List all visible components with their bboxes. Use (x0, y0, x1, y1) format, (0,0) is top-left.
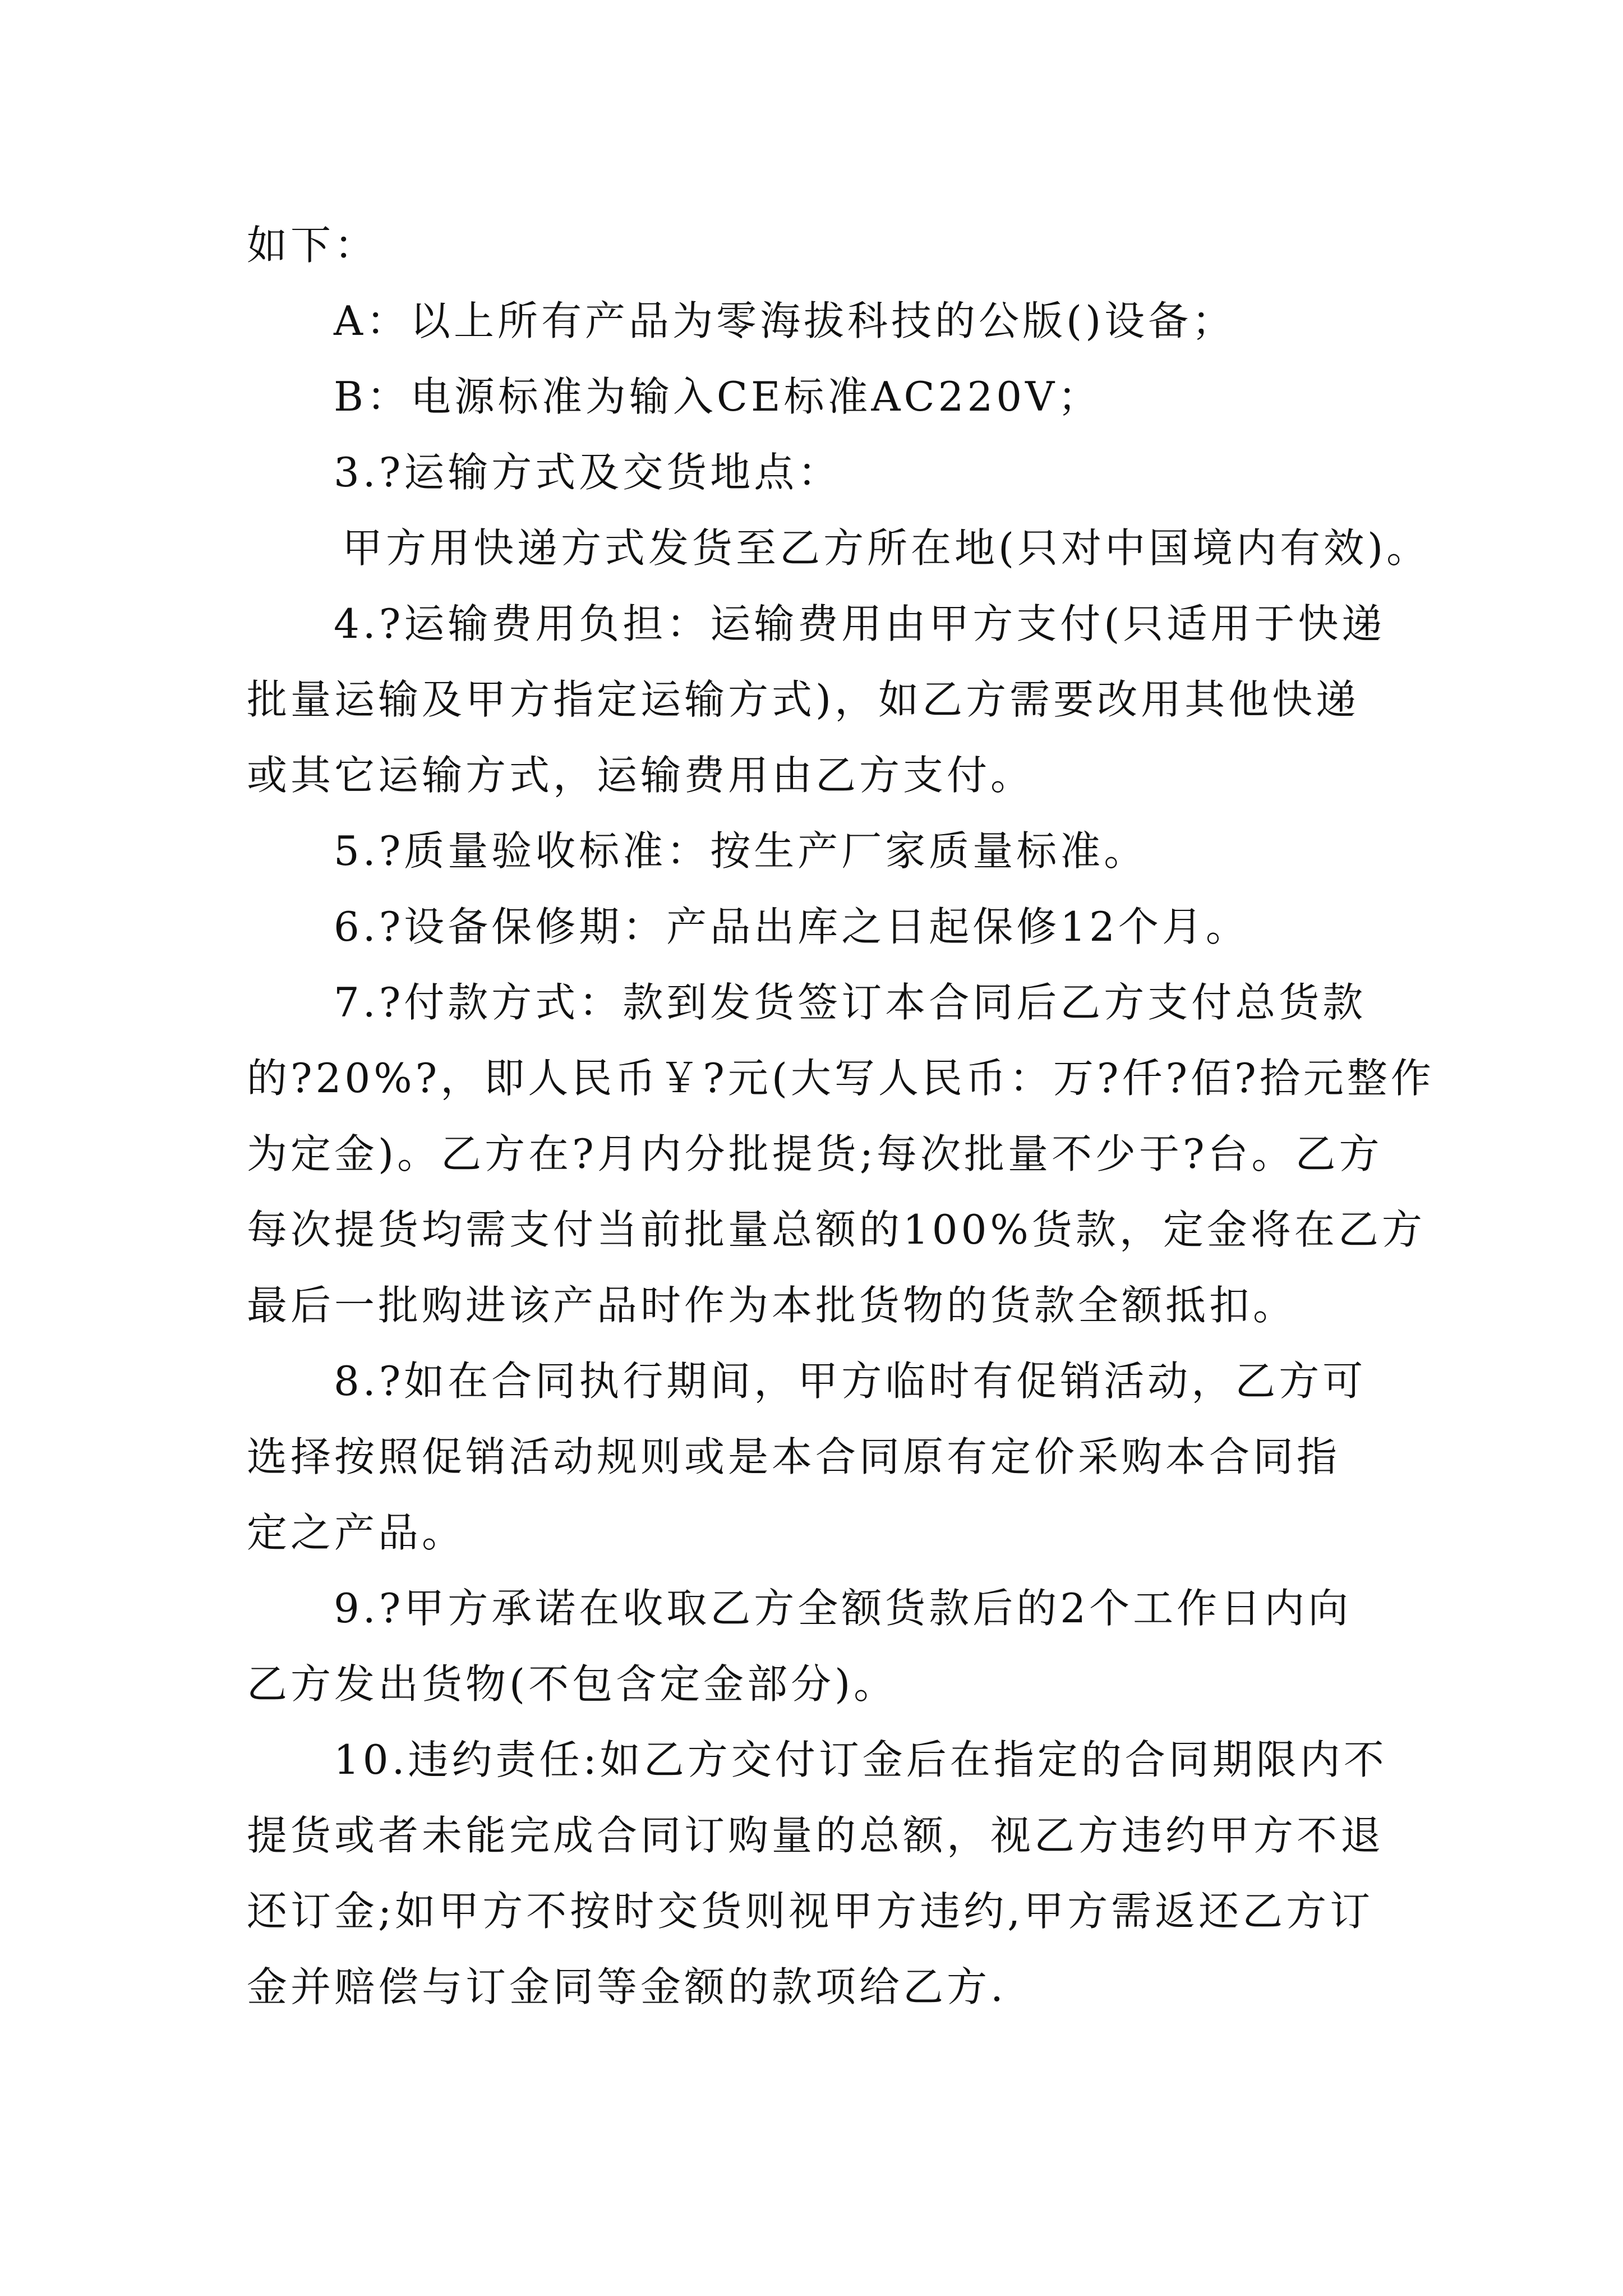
text-line: 如下： (247, 222, 379, 269)
text-line: A：以上所有产品为零海拔科技的公版()设备； (334, 297, 1236, 344)
text-line: 乙方发出货物(不包含定金部分)。 (247, 1660, 898, 1708)
text-line: 甲方用快递方式发货至乙方所在地(只对中国境内有效)。 (342, 524, 1431, 572)
text-line: 提货或者未能完成合同订购量的总额，视乙方违约甲方不退 (247, 1812, 1385, 1859)
text-line: B：电源标准为输入CE标准AC220V； (334, 373, 1102, 420)
text-line: 的?20%?，即人民币￥?元(大写人民币：万?仟?佰?拾元整作 (247, 1055, 1435, 1102)
text-line: 3.?运输方式及交货地点： (334, 449, 842, 496)
text-line: 9.?甲方承诺在收取乙方全额货款后的2个工作日内向 (334, 1585, 1352, 1632)
text-line: 10.违约责任:如乙方交付订金后在指定的合同期限内不 (334, 1736, 1387, 1783)
text-line: 选择按照促销活动规则或是本合同原有定价采购本合同指 (247, 1433, 1341, 1480)
text-line: 还订金;如甲方不按时交货则视甲方违约,甲方需返还乙方订 (247, 1888, 1374, 1935)
text-line: 定之产品。 (247, 1509, 466, 1556)
text-line: 最后一批购进该产品时作为本批货物的货款全额抵扣。 (247, 1282, 1297, 1329)
text-line: 6.?设备保修期：产品出库之日起保修12个月。 (334, 903, 1249, 950)
text-line: 或其它运输方式，运输费用由乙方支付。 (247, 752, 1035, 799)
text-line: 批量运输及甲方指定运输方式)，如乙方需要改用其他快递 (247, 676, 1360, 723)
text-line: 为定金)。乙方在?月内分批提货;每次批量不少于?台。乙方 (247, 1130, 1383, 1177)
text-line: 每次提货均需支付当前批量总额的100%货款，定金将在乙方 (247, 1206, 1426, 1253)
text-line: 5.?质量验收标准：按生产厂家质量标准。 (334, 827, 1148, 875)
text-line: 4.?运输费用负担：运输费用由甲方支付(只适用于快递 (334, 600, 1386, 647)
text-line: 7.?付款方式：款到发货签订本合同后乙方支付总货款 (334, 979, 1367, 1026)
text-line: 金并赔偿与订金同等金额的款项给乙方. (247, 1963, 1007, 2010)
text-line: 8.?如在合同执行期间，甲方临时有促销活动，乙方可 (334, 1358, 1367, 1405)
